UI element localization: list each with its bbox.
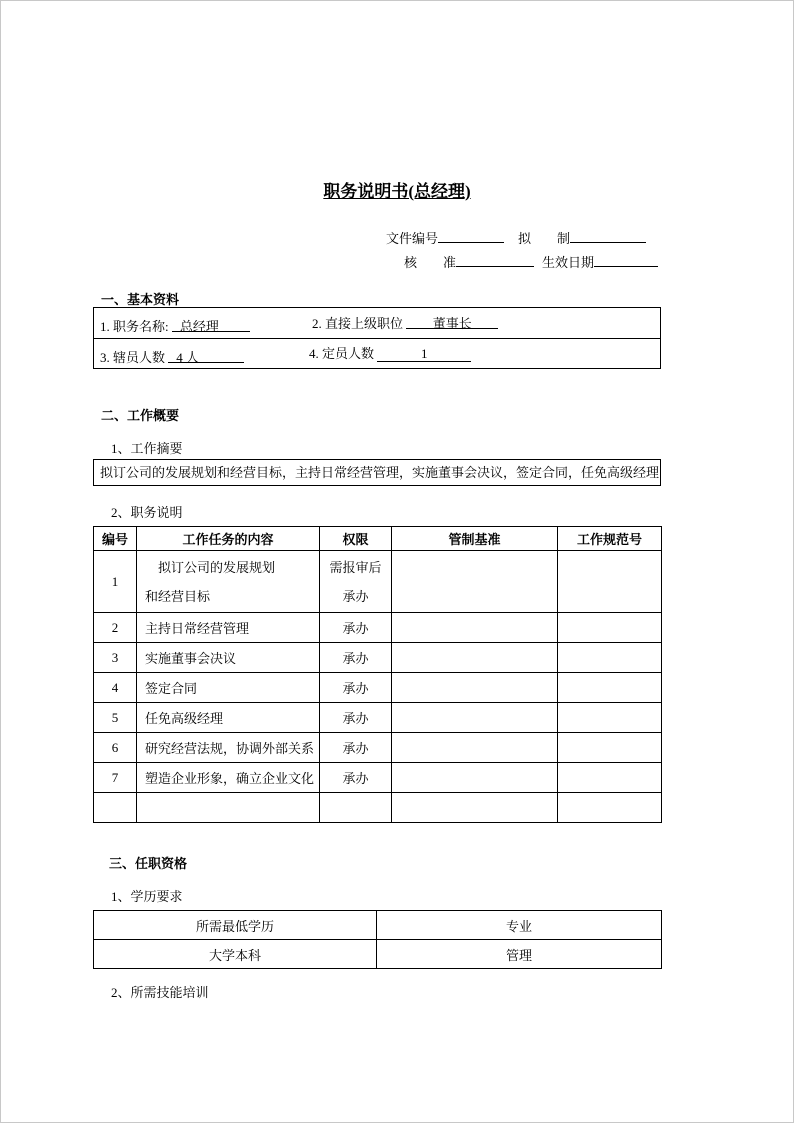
education-min-degree-header: 所需最低学历 xyxy=(94,911,377,940)
col-header-number: 编号 xyxy=(94,527,137,551)
cell-standard xyxy=(392,763,558,793)
effective-date-label: 生效日期 xyxy=(542,255,595,270)
cell-spec-number xyxy=(558,643,662,673)
skill-training-subheading: 2、所需技能培训 xyxy=(111,985,209,1000)
cell-spec-number xyxy=(558,793,662,823)
education-header-row xyxy=(94,911,662,940)
doc-number-fill-line xyxy=(438,230,504,243)
job-description-table xyxy=(93,526,662,823)
table-row xyxy=(94,703,662,733)
cell-spec-number xyxy=(558,703,662,733)
field-direct-superior xyxy=(312,313,498,332)
cell-spec-number xyxy=(558,733,662,763)
document-title-text: 职务说明书(总经理) xyxy=(323,182,471,201)
table-header-row xyxy=(94,527,662,551)
job-title-label: 1. 职务名称: xyxy=(100,319,169,334)
cell-authority xyxy=(320,551,392,613)
header-fields-row-1 xyxy=(386,228,646,247)
direct-superior-value: 董事长 xyxy=(432,316,472,331)
direct-superior-value-line xyxy=(406,313,498,329)
direct-superior-label: 2. 直接上级职位 xyxy=(312,316,404,331)
cell-standard xyxy=(392,643,558,673)
cell-authority xyxy=(320,793,392,823)
cell-standard xyxy=(392,551,558,613)
cell-number: 2 xyxy=(94,613,137,643)
table-row-empty xyxy=(94,793,662,823)
section-qualification-heading: 三、任职资格 xyxy=(109,856,188,871)
cell-number: 7 xyxy=(94,763,137,793)
subordinate-count-label: 3. 辖员人数 xyxy=(100,350,166,365)
cell-standard xyxy=(392,703,558,733)
cell-authority: 承办 xyxy=(320,643,392,673)
education-min-degree-value: 大学本科 xyxy=(94,940,377,969)
job-title-value-line xyxy=(172,316,250,332)
basic-box-divider xyxy=(94,338,660,339)
col-header-spec-number: 工作规范号 xyxy=(558,527,662,551)
job-title-value: 总经理 xyxy=(179,319,219,334)
approve-label: 核 准 xyxy=(404,255,457,270)
cell-authority-line2: 承办 xyxy=(342,588,369,604)
cell-authority: 承办 xyxy=(320,613,392,643)
draft-label: 拟 制 xyxy=(518,231,571,246)
header-fields-row-2 xyxy=(404,252,658,271)
cell-authority: 承办 xyxy=(320,733,392,763)
cell-standard xyxy=(392,613,558,643)
cell-task: 签定合同 xyxy=(137,673,320,703)
document-title xyxy=(1,177,793,202)
cell-task: 实施董事会决议 xyxy=(137,643,320,673)
work-summary-text: 拟订公司的发展规划和经营目标，主持日常经营管理，实施董事会决议，签定合同，任免高级经理 xyxy=(100,465,660,480)
work-summary-box xyxy=(93,459,661,486)
col-header-standard: 管制基准 xyxy=(392,527,558,551)
draft-fill-line xyxy=(570,230,646,243)
staff-quota-label: 4. 定员人数 xyxy=(309,346,375,361)
cell-authority-line1: 需报审后 xyxy=(329,559,382,575)
section-work-heading: 二、工作概要 xyxy=(101,408,180,423)
table-row xyxy=(94,551,662,613)
basic-info-box xyxy=(93,307,661,369)
education-major-header: 专业 xyxy=(377,911,662,940)
cell-task: 任免高级经理 xyxy=(137,703,320,733)
cell-task: 塑造企业形象，确立企业文化 xyxy=(137,763,320,793)
cell-task-line2: 和经营目标 xyxy=(145,588,211,604)
table-row xyxy=(94,733,662,763)
cell-number: 4 xyxy=(94,673,137,703)
table-row xyxy=(94,673,662,703)
field-subordinate-count xyxy=(100,347,244,366)
subordinate-count-value: 4 人 xyxy=(176,350,200,365)
cell-task: 主持日常经营管理 xyxy=(137,613,320,643)
table-row xyxy=(94,643,662,673)
approve-fill-line xyxy=(456,254,534,267)
cell-authority: 承办 xyxy=(320,703,392,733)
education-subheading: 1、学历要求 xyxy=(111,889,183,904)
subordinate-count-value-line xyxy=(168,347,244,363)
cell-spec-number xyxy=(558,551,662,613)
col-header-authority: 权限 xyxy=(320,527,392,551)
staff-quota-value-line xyxy=(377,346,471,362)
cell-number: 5 xyxy=(94,703,137,733)
cell-authority: 承办 xyxy=(320,763,392,793)
table-row xyxy=(94,613,662,643)
effective-date-fill-line xyxy=(594,254,658,267)
cell-spec-number xyxy=(558,763,662,793)
cell-spec-number xyxy=(558,673,662,703)
field-staff-quota xyxy=(309,343,471,362)
cell-standard xyxy=(392,673,558,703)
cell-standard xyxy=(392,793,558,823)
cell-number: 3 xyxy=(94,643,137,673)
cell-task: 研究经营法规，协调外部关系 xyxy=(137,733,320,763)
education-value-row xyxy=(94,940,662,969)
cell-spec-number xyxy=(558,613,662,643)
education-table xyxy=(93,910,662,969)
cell-number xyxy=(94,793,137,823)
cell-task xyxy=(137,793,320,823)
work-summary-subheading: 1、工作摘要 xyxy=(111,441,183,456)
cell-standard xyxy=(392,733,558,763)
cell-task-line1: 拟订公司的发展规划 xyxy=(145,559,276,575)
section-basic-heading: 一、基本资料 xyxy=(101,292,180,307)
table-row xyxy=(94,763,662,793)
education-major-value: 管理 xyxy=(377,940,662,969)
cell-task xyxy=(137,551,320,613)
staff-quota-value: 1 xyxy=(421,346,428,361)
cell-number: 1 xyxy=(94,551,137,613)
col-header-task: 工作任务的内容 xyxy=(137,527,320,551)
cell-number: 6 xyxy=(94,733,137,763)
doc-number-label: 文件编号 xyxy=(386,231,439,246)
job-description-subheading: 2、职务说明 xyxy=(111,505,183,520)
cell-authority: 承办 xyxy=(320,673,392,703)
field-job-title xyxy=(100,316,250,335)
